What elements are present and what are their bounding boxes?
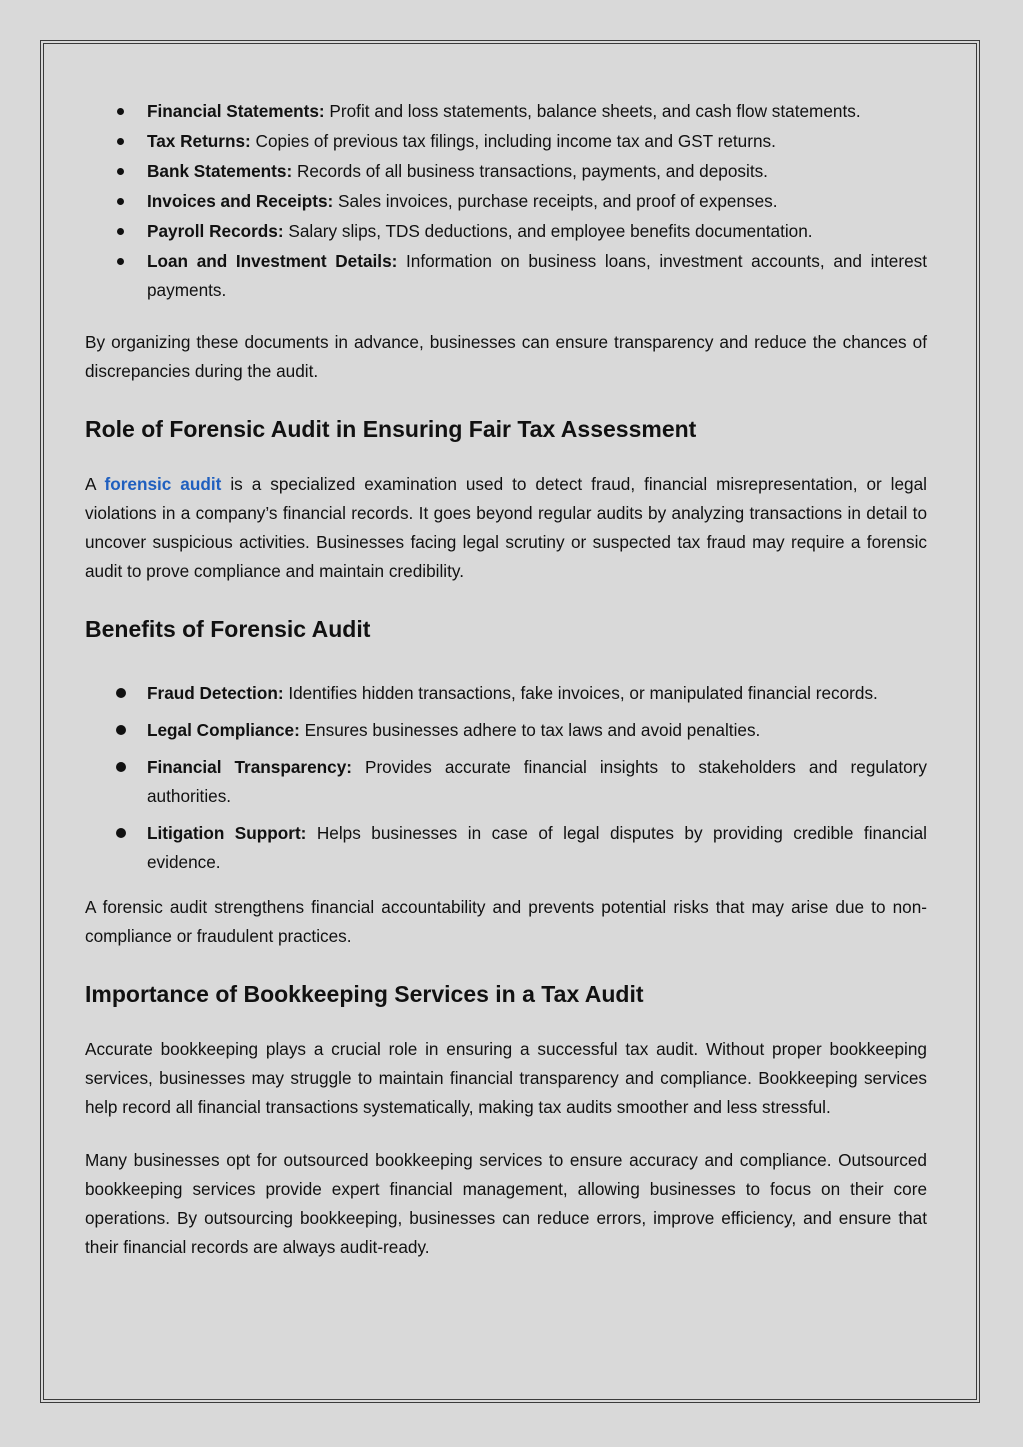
- list-item-label: Financial Statements:: [147, 101, 325, 121]
- list-item: [85, 217, 927, 246]
- heading-role-of-forensic-audit: Role of Forensic Audit in Ensuring Fair Tax Assessment: [85, 416, 697, 442]
- paragraph-bookkeeping-2: Many businesses opt for outsourced bookkeeping services to ensure accuracy and compliance. Outsourced bookkeeping services provide expert financial management, allowing businesses to focus on their core operations. By outsourcing bookkeeping, businesses can reduce errors, improve efficiency, and ensure that their financial records are always audit-ready.: [85, 1150, 927, 1257]
- bullet-icon: [116, 828, 126, 838]
- list-item-text: Information on business loans, investment accounts, and interest payments.: [147, 251, 927, 300]
- document-body: [85, 97, 927, 1262]
- list-item: [85, 716, 927, 745]
- bullet-icon: [117, 168, 124, 175]
- bullet-icon: [117, 138, 124, 145]
- list-item-text: Sales invoices, purchase receipts, and proof of expenses.: [333, 191, 778, 211]
- bullet-icon: [117, 258, 124, 265]
- paragraph-text: is a specialized examination used to detect fraud, financial misrepresentation, or legal violations in a company’s financial records. It goes beyond regular audits by analyzing transactions in detail to uncover suspicious activities. Businesses facing legal scrutiny or suspected tax fraud may require a forensic audit to prove compliance and maintain credibility.: [85, 474, 927, 581]
- paragraph-bookkeeping-1: Accurate bookkeeping plays a crucial role in ensuring a successful tax audit. Without proper bookkeeping services, businesses may struggle to maintain financial transparency and compliance. Bookkeeping services help record all financial transactions systematically, making tax audits smoother and less stressful.: [85, 1039, 927, 1117]
- list-item: [85, 679, 927, 708]
- list-item-label: Loan and Investment Details:: [147, 251, 398, 271]
- paragraph-strengthens: A forensic audit strengthens financial accountability and prevents potential risks that may arise due to non-compliance or fraudulent practices.: [85, 897, 927, 946]
- list-item-label: Financial Transparency:: [147, 757, 352, 777]
- list-item: [85, 247, 927, 305]
- heading-benefits: Benefits of Forensic Audit: [85, 616, 371, 642]
- list-item-text: Helps businesses in case of legal disputes by providing credible financial evidence.: [147, 823, 927, 872]
- list-item: [85, 97, 927, 126]
- list-item-text: Provides accurate financial insights to stakeholders and regulatory authorities.: [147, 757, 927, 806]
- paragraph-prefix: A: [85, 474, 105, 494]
- paragraph-forensic-audit: [85, 470, 927, 586]
- list-item-label: Tax Returns:: [147, 131, 251, 151]
- list-item: [85, 187, 927, 216]
- list-item: [85, 819, 927, 877]
- list-item: [85, 127, 927, 156]
- list-item-text: Identifies hidden transactions, fake invoices, or manipulated financial records.: [283, 683, 878, 703]
- list-item-label: Bank Statements:: [147, 161, 293, 181]
- list-item: [85, 157, 927, 186]
- list-item-label: Legal Compliance:: [147, 720, 300, 740]
- list-item: [85, 753, 927, 811]
- list-item-text: Salary slips, TDS deductions, and employee benefits documentation.: [283, 221, 813, 241]
- benefits-list: [85, 679, 927, 877]
- paragraph-organizing: By organizing these documents in advance, businesses can ensure transparency and reduce the chances of discrepancies during the audit.: [85, 332, 927, 381]
- bullet-icon: [117, 198, 124, 205]
- forensic-audit-link[interactable]: forensic audit: [104, 474, 222, 494]
- bullet-icon: [116, 688, 126, 698]
- list-item-text: Profit and loss statements, balance sheets, and cash flow statements.: [324, 101, 861, 121]
- documents-list: [85, 97, 927, 305]
- list-item-label: Fraud Detection:: [147, 683, 284, 703]
- list-item-label: Payroll Records:: [147, 221, 284, 241]
- bullet-icon: [117, 228, 124, 235]
- list-item-text: Records of all business transactions, payments, and deposits.: [292, 161, 768, 181]
- list-item-label: Litigation Support:: [147, 823, 307, 843]
- bullet-icon: [116, 762, 126, 772]
- heading-bookkeeping: Importance of Bookkeeping Services in a Tax Audit: [85, 981, 644, 1007]
- list-item-text: Ensures businesses adhere to tax laws and avoid penalties.: [299, 720, 761, 740]
- list-item-text: Copies of previous tax filings, including income tax and GST returns.: [250, 131, 776, 151]
- list-item-label: Invoices and Receipts:: [147, 191, 334, 211]
- bullet-icon: [117, 108, 124, 115]
- bullet-icon: [116, 725, 126, 735]
